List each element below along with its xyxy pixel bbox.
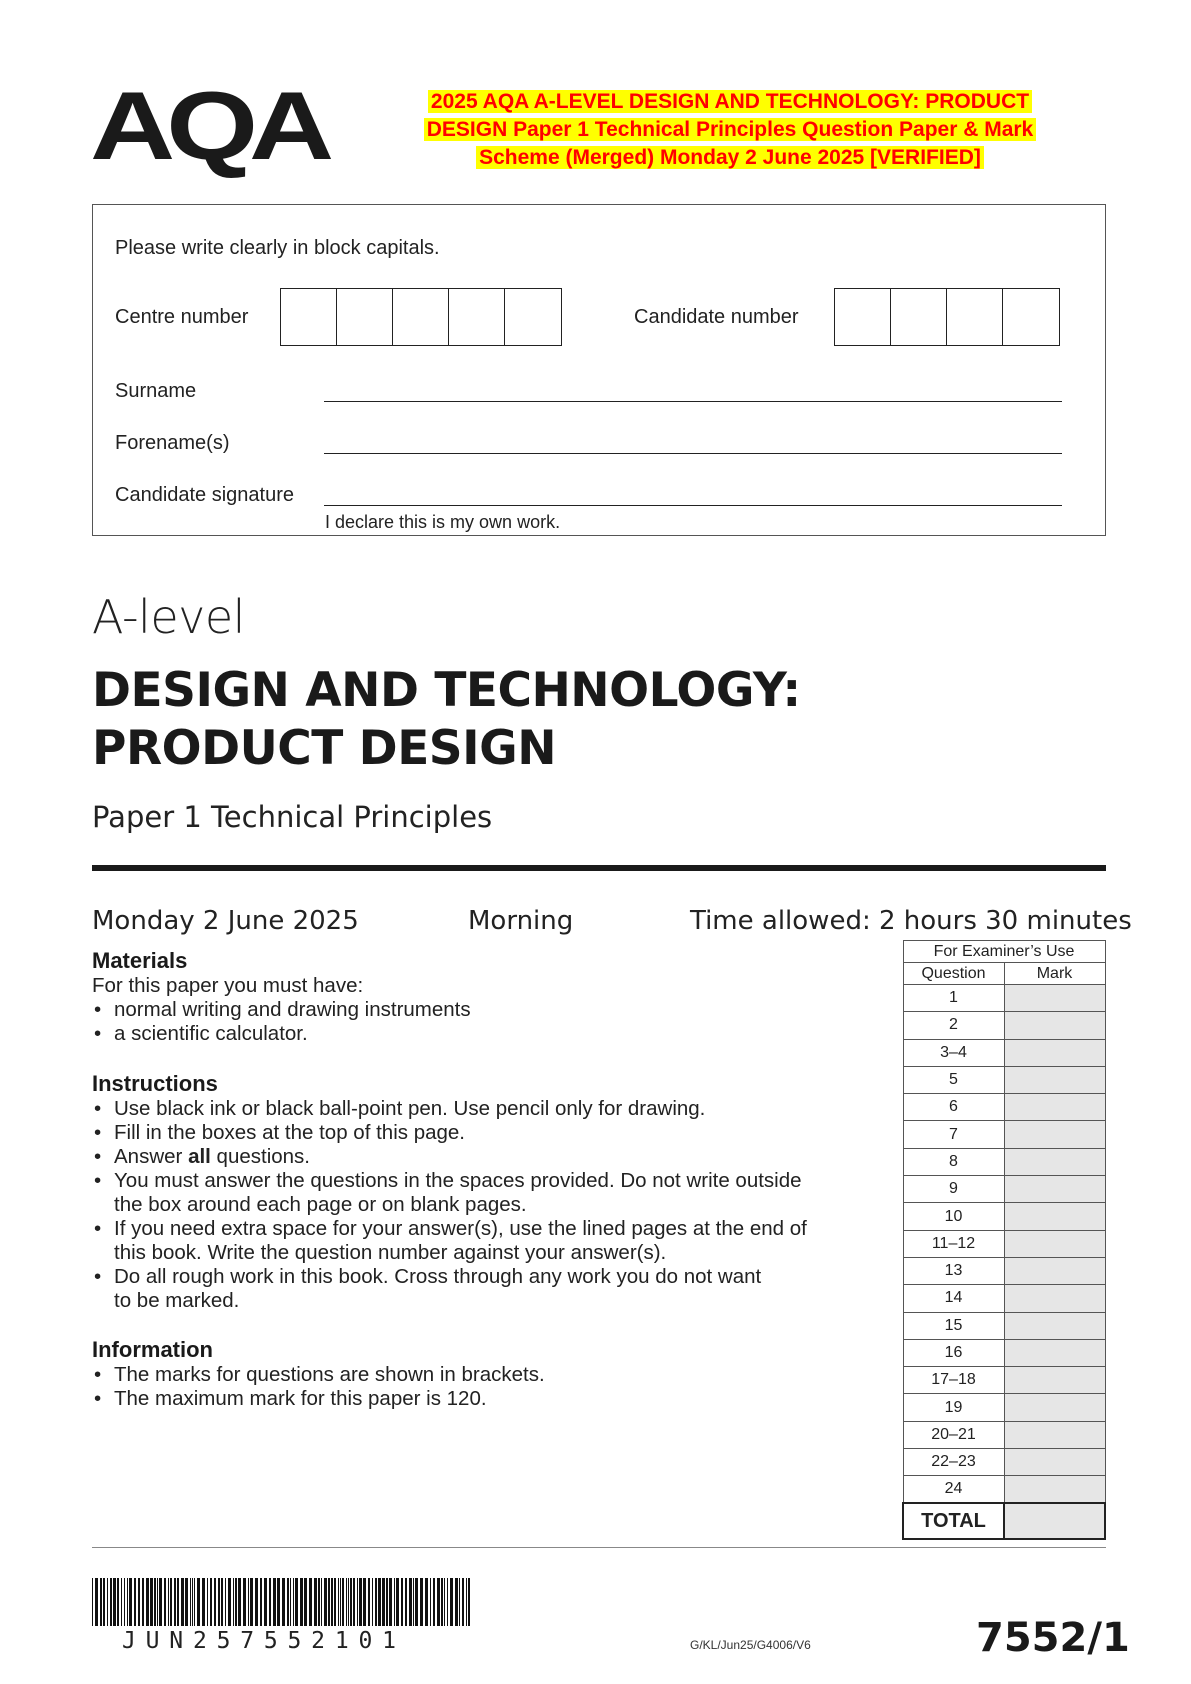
barcode-bar <box>164 1578 166 1626</box>
barcode-bar <box>235 1578 237 1626</box>
mark-cell[interactable] <box>1004 985 1105 1012</box>
footer-divider <box>92 1547 1106 1548</box>
exam-date: Monday 2 June 2025 <box>92 906 359 936</box>
question-number-cell: 2 <box>903 1012 1004 1039</box>
barcode-bar <box>338 1578 339 1626</box>
barcode-bar <box>142 1578 144 1626</box>
aqa-logo: AQA <box>90 72 326 181</box>
barcode-bar <box>174 1578 176 1626</box>
mark-cell[interactable] <box>1004 1203 1105 1230</box>
table-row <box>903 1121 1105 1148</box>
question-number-cell: 3–4 <box>903 1039 1004 1066</box>
mark-cell[interactable] <box>1004 1039 1105 1066</box>
barcode-bar <box>210 1578 212 1626</box>
table-row <box>903 1339 1105 1366</box>
candidate-digit-box[interactable] <box>1003 289 1059 345</box>
barcode-bar <box>353 1578 355 1626</box>
mark-cell[interactable] <box>1004 1339 1105 1366</box>
barcode-bar <box>282 1578 285 1626</box>
subject-line-2: PRODUCT DESIGN <box>92 721 557 776</box>
barcode-bar <box>194 1578 195 1626</box>
barcode-bar <box>331 1578 333 1626</box>
subject-title <box>92 662 801 778</box>
mark-cell[interactable] <box>1004 1367 1105 1394</box>
barcode-bar <box>100 1578 102 1626</box>
barcode-bar <box>287 1578 289 1626</box>
question-number-cell: 10 <box>903 1203 1004 1230</box>
table-row <box>903 1066 1105 1093</box>
barcode-bar <box>103 1578 105 1626</box>
barcode-bar <box>342 1578 344 1626</box>
centre-digit-box[interactable] <box>281 289 337 345</box>
question-number-cell: 17–18 <box>903 1367 1004 1394</box>
table-row <box>903 1394 1105 1421</box>
question-number-cell: 20–21 <box>903 1421 1004 1448</box>
barcode-bar <box>192 1578 193 1626</box>
mark-cell[interactable] <box>1004 1285 1105 1312</box>
centre-digit-box[interactable] <box>337 289 393 345</box>
total-mark-cell[interactable] <box>1004 1503 1105 1539</box>
barcode-bar <box>466 1578 467 1626</box>
barcode-bar <box>134 1578 136 1626</box>
table-row <box>903 1421 1105 1448</box>
mark-cell[interactable] <box>1004 1230 1105 1257</box>
list-text: to be marked. <box>114 1289 240 1312</box>
centre-number-label: Centre number <box>115 306 249 328</box>
barcode-bar <box>340 1578 341 1626</box>
barcode-bar <box>197 1578 200 1626</box>
list-text: this book. Write the question number against your answer(s). <box>114 1241 667 1264</box>
centre-number-boxes[interactable] <box>280 288 562 346</box>
barcode-bar <box>95 1578 98 1626</box>
information-heading: Information <box>92 1337 213 1362</box>
total-label: TOTAL <box>903 1503 1004 1539</box>
question-number-cell: 5 <box>903 1066 1004 1093</box>
barcode-bar <box>409 1578 412 1626</box>
list-item: • normal writing and drawing instruments <box>92 998 872 1022</box>
candidate-number-boxes[interactable] <box>834 288 1060 346</box>
information-list <box>92 1363 872 1411</box>
table-row <box>903 1257 1105 1284</box>
question-number-cell: 7 <box>903 1121 1004 1148</box>
mark-cell[interactable] <box>1004 1121 1105 1148</box>
table-row <box>903 1148 1105 1175</box>
question-number-cell: 22–23 <box>903 1449 1004 1476</box>
barcode-bar <box>138 1578 140 1626</box>
title-banner <box>360 88 1100 172</box>
mark-cell[interactable] <box>1004 1312 1105 1339</box>
mark-cell[interactable] <box>1004 1094 1105 1121</box>
barcode-bar <box>415 1578 418 1626</box>
surname-label: Surname <box>115 380 197 402</box>
table-row <box>903 1285 1105 1312</box>
barcode-bar <box>181 1578 184 1626</box>
barcode-bar <box>238 1578 241 1626</box>
question-number-cell: 9 <box>903 1176 1004 1203</box>
barcode-bar <box>150 1578 153 1626</box>
barcode-bar <box>159 1578 162 1626</box>
instructions-heading: Instructions <box>92 1071 218 1096</box>
barcode-bar <box>190 1578 191 1626</box>
instructions-section <box>92 1071 892 1313</box>
mark-column-header: Mark <box>1004 963 1105 985</box>
list-text: questions. <box>210 1145 311 1168</box>
list-item <box>92 1145 892 1169</box>
forename-field[interactable] <box>324 453 1062 454</box>
mark-cell[interactable] <box>1004 1176 1105 1203</box>
barcode-bar <box>425 1578 428 1626</box>
barcode-bar <box>314 1578 317 1626</box>
paper-title: Paper 1 Technical Principles <box>92 800 493 834</box>
barcode-bar <box>157 1578 158 1626</box>
time-allowed: Time allowed: 2 hours 30 minutes <box>690 906 1132 936</box>
barcode-bar <box>250 1578 253 1626</box>
examiners-use-table <box>902 940 1106 1540</box>
barcode-bar <box>378 1578 381 1626</box>
instructions-list <box>92 1097 892 1313</box>
barcode-bar <box>293 1578 294 1626</box>
mark-cell[interactable] <box>1004 1257 1105 1284</box>
barcode-bar <box>243 1578 246 1626</box>
list-item <box>92 1265 892 1313</box>
barcode-bar <box>394 1578 395 1626</box>
barcode-bar <box>154 1578 156 1626</box>
list-item: • a scientific calculator. <box>92 1022 872 1046</box>
barcode-bar <box>459 1578 460 1626</box>
barcode-bar <box>433 1578 435 1626</box>
question-number-cell: 14 <box>903 1285 1004 1312</box>
barcode-bar <box>346 1578 347 1626</box>
barcode-bar <box>113 1578 116 1626</box>
forename-label: Forename(s) <box>115 432 230 454</box>
barcode-bar <box>382 1578 385 1626</box>
signature-label: Candidate signature <box>115 484 295 506</box>
banner-line-1: 2025 AQA A-LEVEL DESIGN AND TECHNOLOGY: PRODUCT <box>428 90 1032 113</box>
table-row <box>903 1230 1105 1257</box>
barcode-bar <box>168 1578 169 1626</box>
mark-cell[interactable] <box>1004 1394 1105 1421</box>
mark-cell[interactable] <box>1004 1421 1105 1448</box>
barcode-bar <box>127 1578 128 1626</box>
question-number-cell: 24 <box>903 1476 1004 1503</box>
list-text: the box around each page or on blank pages. <box>114 1193 527 1216</box>
table-row <box>903 985 1105 1012</box>
barcode-bar <box>447 1578 448 1626</box>
question-number-cell: 1 <box>903 985 1004 1012</box>
table-row <box>903 1312 1105 1339</box>
list-item: • The maximum mark for this paper is 120. <box>92 1387 872 1411</box>
barcode-bar <box>177 1578 179 1626</box>
list-item: • Fill in the boxes at the top of this page. <box>92 1121 892 1145</box>
materials-heading: Materials <box>92 948 188 973</box>
barcode-bar <box>290 1578 291 1626</box>
barcode <box>92 1578 472 1626</box>
question-number-cell: 8 <box>903 1148 1004 1175</box>
barcode-bar <box>359 1578 362 1626</box>
barcode-bar <box>437 1578 440 1626</box>
centre-digit-box[interactable] <box>449 289 505 345</box>
paper-code: 7552/1 <box>976 1615 1130 1661</box>
list-text: Do all rough work in this book. Cross through any work you do not want <box>114 1265 762 1288</box>
barcode-bar <box>110 1578 112 1626</box>
exam-session: Morning <box>468 906 574 936</box>
table-row <box>903 1176 1105 1203</box>
mark-cell[interactable] <box>1004 1066 1105 1093</box>
banner-line-3: Scheme (Merged) Monday 2 June 2025 [VERIFIED] <box>476 146 984 169</box>
barcode-bar <box>357 1578 358 1626</box>
table-row <box>903 1039 1105 1066</box>
barcode-bar <box>170 1578 172 1626</box>
barcode-bar <box>121 1578 122 1626</box>
barcode-bar <box>324 1578 327 1626</box>
divider-thick <box>92 865 1106 871</box>
table-row <box>903 1449 1105 1476</box>
barcode-bar <box>260 1578 262 1626</box>
list-item <box>92 1169 892 1217</box>
question-number-cell: 11–12 <box>903 1230 1004 1257</box>
question-number-cell: 15 <box>903 1312 1004 1339</box>
qualification-title: A-level <box>92 590 245 644</box>
barcode-bar <box>214 1578 216 1626</box>
barcode-bar <box>295 1578 298 1626</box>
barcode-bar <box>441 1578 443 1626</box>
table-row <box>903 1012 1105 1039</box>
list-item: • Use black ink or black ball-point pen. Use pencil only for drawing. <box>92 1097 892 1121</box>
barcode-bar <box>328 1578 330 1626</box>
barcode-bar <box>468 1578 470 1626</box>
barcode-bar <box>372 1578 373 1626</box>
barcode-bar <box>386 1578 388 1626</box>
table-row <box>903 1367 1105 1394</box>
candidate-digit-box[interactable] <box>947 289 1003 345</box>
document-reference: G/KL/Jun25/G4006/V6 <box>690 1638 811 1652</box>
mark-cell[interactable] <box>1004 1012 1105 1039</box>
materials-list <box>92 998 872 1046</box>
mark-cell[interactable] <box>1004 1148 1105 1175</box>
barcode-bar <box>368 1578 370 1626</box>
barcode-bar <box>277 1578 280 1626</box>
barcode-bar <box>146 1578 149 1626</box>
table-row <box>903 1203 1105 1230</box>
candidate-digit-box[interactable] <box>835 289 891 345</box>
barcode-bar <box>185 1578 188 1626</box>
barcode-bar <box>233 1578 234 1626</box>
barcode-bar <box>202 1578 205 1626</box>
table-row <box>903 1094 1105 1121</box>
block-capitals-instruction: Please write clearly in block capitals. <box>115 237 440 259</box>
barcode-bar <box>389 1578 392 1626</box>
barcode-bar <box>221 1578 223 1626</box>
barcode-bar <box>363 1578 366 1626</box>
barcode-bar <box>444 1578 445 1626</box>
barcode-bar <box>248 1578 249 1626</box>
list-text: If you need extra space for your answer(s), use the lined pages at the end of <box>114 1217 807 1240</box>
barcode-bar <box>309 1578 312 1626</box>
barcode-bar <box>413 1578 414 1626</box>
barcode-bar <box>273 1578 276 1626</box>
list-item <box>92 1217 892 1265</box>
barcode-bar <box>124 1578 125 1626</box>
barcode-bar <box>300 1578 303 1626</box>
question-number-cell: 6 <box>903 1094 1004 1121</box>
materials-intro: For this paper you must have: <box>92 974 364 997</box>
barcode-bar <box>462 1578 464 1626</box>
barcode-bar <box>321 1578 322 1626</box>
signature-field[interactable] <box>324 505 1062 506</box>
barcode-bar <box>348 1578 349 1626</box>
barcode-bar <box>117 1578 119 1626</box>
barcode-bar <box>255 1578 258 1626</box>
materials-section <box>92 948 872 1046</box>
list-text: You must answer the questions in the spaces provided. Do not write outside <box>114 1169 802 1192</box>
barcode-bar <box>455 1578 458 1626</box>
barcode-bar <box>129 1578 132 1626</box>
list-item: • The marks for questions are shown in brackets. <box>92 1363 872 1387</box>
question-number-cell: 16 <box>903 1339 1004 1366</box>
barcode-bar <box>430 1578 431 1626</box>
barcode-bar <box>450 1578 453 1626</box>
barcode-bar <box>269 1578 271 1626</box>
examiners-use-title: For Examiner’s Use <box>903 941 1105 963</box>
barcode-bar <box>304 1578 307 1626</box>
question-number-cell: 19 <box>903 1394 1004 1421</box>
barcode-bar <box>225 1578 226 1626</box>
barcode-text: JUN257552101 <box>122 1628 406 1654</box>
centre-digit-box[interactable] <box>393 289 449 345</box>
surname-field[interactable] <box>324 401 1062 402</box>
barcode-bar <box>218 1578 220 1626</box>
barcode-bar <box>92 1578 93 1626</box>
barcode-bar <box>334 1578 336 1626</box>
mark-cell[interactable] <box>1004 1476 1105 1503</box>
barcode-bar <box>405 1578 407 1626</box>
barcode-bar <box>396 1578 399 1626</box>
banner-line-2: DESIGN Paper 1 Technical Principles Question Paper & Mark <box>424 118 1036 141</box>
barcode-bar <box>107 1578 108 1626</box>
list-text: Answer <box>114 1145 189 1168</box>
declaration-text: I declare this is my own work. <box>325 512 561 532</box>
barcode-bar <box>375 1578 377 1626</box>
barcode-bar <box>264 1578 267 1626</box>
barcode-bar <box>228 1578 231 1626</box>
subject-line-1: DESIGN AND TECHNOLOGY: <box>92 663 801 718</box>
candidate-digit-box[interactable] <box>891 289 947 345</box>
table-row <box>903 1476 1105 1503</box>
barcode-bar <box>350 1578 352 1626</box>
centre-digit-box[interactable] <box>505 289 561 345</box>
mark-cell[interactable] <box>1004 1449 1105 1476</box>
barcode-bar <box>401 1578 403 1626</box>
question-column-header: Question <box>903 963 1004 985</box>
information-section <box>92 1337 872 1411</box>
emphasis-all: all <box>188 1145 211 1168</box>
barcode-bar <box>207 1578 208 1626</box>
candidate-number-label: Candidate number <box>634 306 799 328</box>
barcode-bar <box>420 1578 423 1626</box>
question-number-cell: 13 <box>903 1257 1004 1284</box>
barcode-bar <box>318 1578 320 1626</box>
total-row <box>903 1503 1105 1539</box>
